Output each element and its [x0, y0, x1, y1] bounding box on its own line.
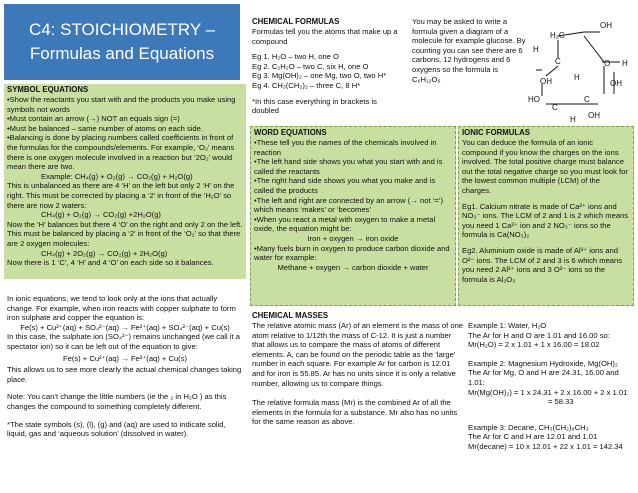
word-line: •The left hand side shows you what you start with and is called the reactants [254, 157, 443, 176]
symbol-equation: CH₄(g) + O₂(g) → CO₂(g) +2H₂O(g) [41, 210, 161, 220]
masses-examples [466, 320, 634, 490]
atom-label: H₂C [550, 31, 565, 40]
formulas-eg1: Eg 1. H₂O – two H, one O [252, 52, 339, 62]
ionic-formulas-eg2: Eg2. Aluminium oxide is made of Al³⁺ ions and O²⁻ ions. The LCM of 2 and 3 is 6 which means you need 2 Al³⁺ ions and 3 O²⁻ ions so the formula is Al₂O₃ [462, 245, 623, 284]
example-2-line: The Ar for Mg, O and H are 24.31, 16.00 and 1.01: [468, 368, 619, 387]
ionic-eq-state-symbols: *The state symbols (s), (l), (g) and (aq) are used to indicate solid, liquid, gas and ‘aqueous solution’ (dissolved in water). [7, 419, 226, 439]
ionic-eq-equation: Fe(s) + Cu²⁺(aq) + SO₄²⁻(aq) → Fe²⁺(aq) + SO₄²⁻(aq) + Cu(s) [20, 322, 230, 332]
symbol-line: •Show the reactants you start with and the products you make using symbols not words [7, 95, 236, 114]
word-example: Iron + oxygen → iron oxide [307, 233, 399, 243]
example-3-line: The Ar for C and H are 12.01 and 1.01 [468, 432, 598, 442]
ionic-equations-panel [4, 293, 246, 489]
symbol-line: This is unbalanced as there are 4 ‘H’ on the left but only 2 ‘H’ on the right. This must be corrected by placing a ‘2’ in front of the ‘H₂O’ so there are now 2 waters: [7, 181, 235, 210]
atom-label: H [533, 45, 539, 54]
formulas-diagram-text [410, 16, 530, 120]
example-1-title: Example 1: Water, H₂O [468, 321, 547, 330]
glucose-molecule-diagram [528, 14, 634, 124]
ionic-formulas-panel [458, 126, 634, 306]
word-line: •When you react a metal with oxygen to make a metal oxide, the equation might be: [254, 214, 436, 234]
word-line: •The left and right are connected by an arrow (→ not ‘=’) which means ‘makes’ or ‘becomes’ [254, 195, 444, 215]
word-heading: WORD EQUATIONS [254, 128, 327, 137]
formulas-heading: CHEMICAL FORMULAS [252, 17, 340, 26]
atom-label: OH [588, 111, 600, 120]
symbol-equations-panel [4, 84, 246, 279]
example-1-line: Mr(H₂O) = 2 x 1.01 + 1 x 16.00 = 18.02 [468, 340, 600, 350]
formulas-note: *In this case everything in brackets is doubled [252, 96, 377, 116]
atom-label: OH [540, 77, 552, 86]
formulas-eg2: Eg 2. C₂H₂O – two C, six H, one O [252, 61, 369, 71]
example-1-line: The Ar for H and O are 1.01 and 16.00 so: [468, 330, 610, 340]
formulas-eg4: Eg 4. CH₃(CH₂)₂ – three C, 8 H* [252, 80, 361, 90]
word-line: •The right hand side shows you what you make and is called the products [254, 176, 436, 195]
symbol-line: •Must be balanced – same number of atoms on each side. [7, 123, 203, 133]
example-2-line: Mr(Mg(OH)₂) = 1 x 24.31 + 2 x 16.00 + 2 x 1.01 [468, 387, 628, 397]
ionic-eq-line: This allows us to see more clearly the actual chemical changes taking place. [7, 365, 242, 384]
symbol-line: Now there is 1 ‘C’, 4 ‘H’ and 4 ‘O’ on each side so it balances. [7, 258, 214, 268]
ionic-formulas-heading: IONIC FORMULAS [462, 128, 531, 137]
symbol-line: •Balancing is done by placing numbers called coefficients in front of the formulas for the compounds/elements. For example, ‘O₂’ means there is one oxygen molecule involved in a reaction but ‘2O₂’ would mean there are two. [7, 133, 235, 172]
page-title [4, 4, 240, 80]
atom-label: OH [610, 79, 622, 88]
formulas-diagram-paragraph: You may be asked to write a formula given a diagram of a molecule for example glucose. By counting you can see there are 6 carbons, 12 hydrogens and 6 oxygens so the formula is C₆H₁₂O₆ [412, 17, 526, 84]
title-line-2: Formulas and Equations [29, 44, 215, 63]
example-3-title: Example 3: Decane, CH₃(CH₂)₈CH₃ [468, 422, 589, 432]
title-line-1: C4: STOICHIOMETRY – [28, 20, 216, 39]
formulas-eg3: Eg 3. Mg(OH)₂ – one Mg, two O, two H* [252, 71, 387, 81]
ionic-eq-equation: Fe(s) + Cu²⁺(aq) → Fe²⁺(aq) + Cu(s) [62, 353, 188, 363]
atom-label: C [552, 103, 558, 112]
atom-label: C [584, 95, 590, 104]
masses-heading: CHEMICAL MASSES [252, 311, 329, 320]
ionic-eq-note: Note: You can’t change the little numbers (ie the ₂ in H₂O ) as this changes the compound to something completely different. [7, 392, 227, 411]
word-example: Methane + oxygen → carbon dioxide + water [277, 262, 429, 272]
atom-label: H [574, 73, 580, 82]
masses-mr-paragraph: The relative formula mass (Mr) is the combined Ar of all the elements in the formula for a substance. Mr also has no units for the same reason as above. [252, 398, 458, 427]
formulas-intro: Formulas tell you the atoms that make up a compound [252, 27, 398, 46]
word-equations-panel [250, 126, 456, 306]
atom-label: O [604, 59, 611, 68]
symbol-example: Example: CH₄(g) + O₂(g) → CO₂(g) + H₂O(g) [41, 171, 193, 181]
atom-label: H [622, 59, 628, 68]
chemical-formulas-panel [250, 16, 408, 120]
ionic-formulas-eg1: Eg1. Calcium nitrate is made of Ca²⁺ ions and NO₃⁻ ions. The LCM of 2 and 1 is 2 which means you need 1 Ca²⁺ ion and 2 NO₃⁻ ions so the formula is Ca(NO₃)₂ [462, 201, 629, 240]
example-2-title: Example 2: Magnesium Hydroxide, Mg(OH)₂ [468, 358, 618, 368]
symbol-line: Now the ‘H’ balances but there 4 ‘O’ on the right and only 2 on the left. This must be balanced by placing a ‘2’ in front of the ‘O₂’ so that there are 2 oxygen molecules: [7, 219, 243, 248]
ionic-formulas-line: You can deduce the formula of an ionic compound if you know the charges on the ions involved. The total positive charge must balance out the total negative charge so you must look for the lowest common multiple (LCM) of the charges. [462, 138, 628, 195]
ionic-eq-line: In this case, the sulphate ion (SO₄²⁻) remains unchanged (we call it a spectator ion) so it can be left out of the equation to give: [7, 332, 240, 351]
symbol-equation: CH₄(g) + 2O₂(g) → CO₂(g) + 2H₂O(g) [41, 248, 168, 258]
atom-label: HO [528, 95, 540, 104]
chemical-masses-panel [250, 310, 466, 490]
ionic-eq-line: In ionic equations, we tend to look only at the ions that actually change. For example, when iron reacts with copper sulphate to form iron sulphate and copper the equation is: [7, 294, 236, 323]
masses-ar-paragraph: The relative atomic mass (Ar) of an element is the mass of one atom relative to 1/12th the mass of C-12. It is just a number that allows us to compare the mass of atoms of different elements. A, can be found on the periodic table as the ‘large’ number in each square. For example Ar for carbon is 12.01 and for iron is 55.85. Ar has no units since it is only a relative number, allowing us to compare things. [252, 321, 464, 388]
atom-label: H [570, 115, 576, 124]
example-3-line: Mr(decane) = 10 x 12.01 + 22 x 1.01 = 142.34 [468, 441, 623, 451]
symbol-line: •Must contain an arrow (→) NOT an equals sign (=) [7, 114, 180, 124]
word-line: •Many fuels burn in oxygen to produce carbon dioxide and water for example: [254, 243, 450, 263]
atom-label: C [555, 57, 561, 66]
example-2-line: = 58.33 [548, 397, 574, 407]
atom-label: OH [600, 21, 612, 30]
symbol-heading: SYMBOL EQUATIONS [7, 85, 89, 94]
word-line: •These tell you the names of the chemicals involved in reaction [254, 138, 437, 157]
